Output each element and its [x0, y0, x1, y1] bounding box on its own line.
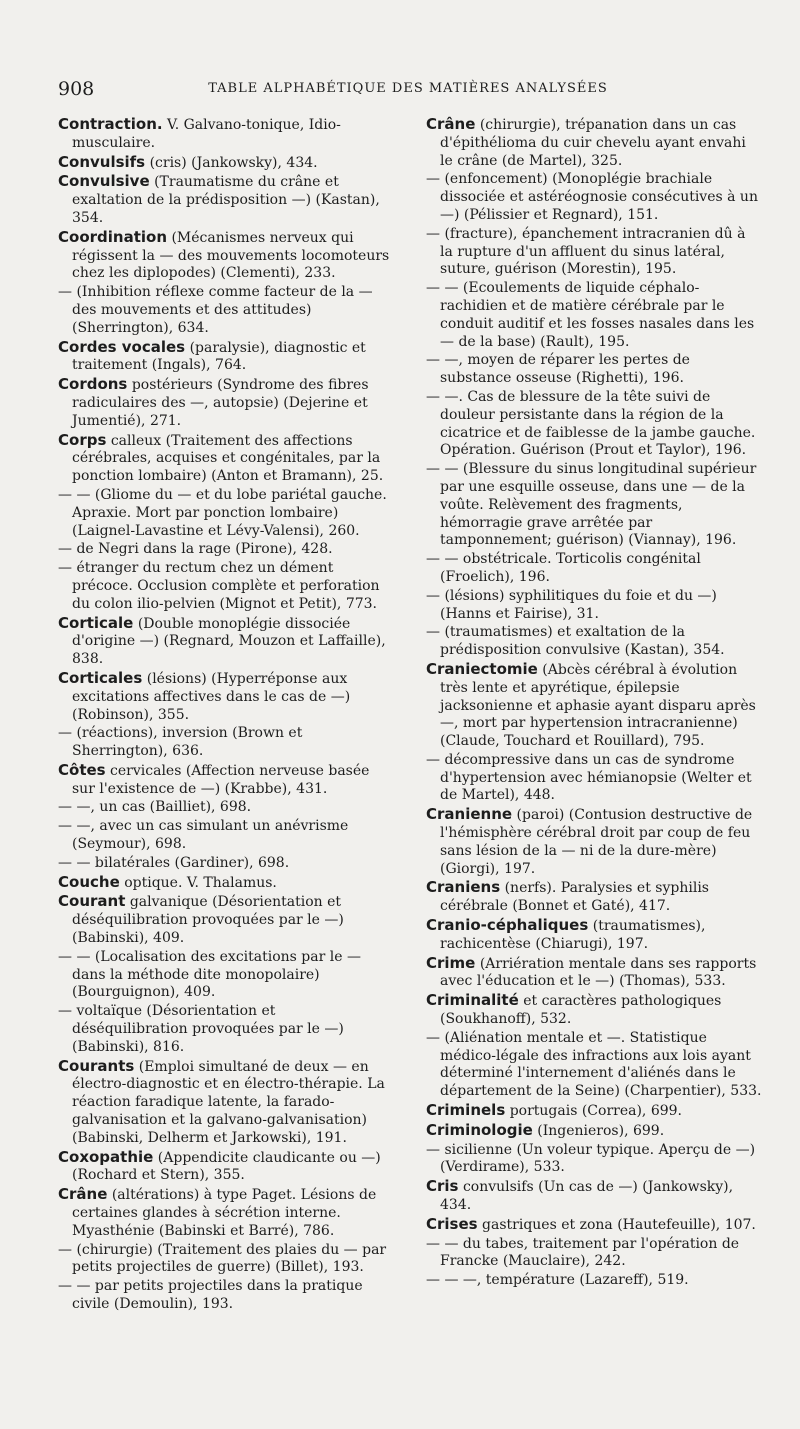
entry-text: (lésions) (Hyperréponse aux excitations affectives dans le cas de —) (Robinson), 355.	[72, 670, 351, 723]
index-entry	[426, 806, 762, 878]
entry-text: (Double monoplégie dissociée d'origine —) (Regnard, Mouzon et Laffaille), 838.	[72, 615, 386, 668]
entry-headword: Convulsive	[58, 172, 150, 191]
entry-text: galvanique (Désorientation et déséquilibration provoquées par le —) (Babinski), 409.	[72, 894, 344, 947]
index-entry	[58, 284, 393, 337]
entry-text: (Arriération mentale dans ses rapports avec l'éducation et le —) (Thomas), 533.	[440, 955, 757, 990]
left-column	[58, 116, 393, 1315]
index-entry	[58, 670, 393, 724]
entry-headword: Crime	[426, 953, 476, 972]
running-title: TABLE ALPHABÉTIQUE DES MATIÈRES ANALYSÉES	[208, 81, 608, 96]
entry-text: (Traumatisme du crâne et exaltation de la prédisposition —) (Kastan), 354.	[72, 174, 380, 226]
entry-text: — (Inhibition réflexe comme facteur de la — des mouvements et des attitudes) (Sherrington), 634.	[58, 284, 373, 336]
entry-text: V. Galvano-tonique, Idio-musculaire.	[72, 117, 341, 151]
index-entry	[58, 339, 393, 376]
index-entry	[58, 229, 393, 283]
entry-text: — étranger du rectum chez un dément précoce. Occlusion complète et perforation du colon ilio-pelvien (Mignot et Petit), 773.	[58, 560, 380, 612]
index-entry	[426, 588, 762, 624]
entry-text: — sicilienne (Un voleur typique. Aperçu de —) (Verdirame), 533.	[426, 1141, 756, 1176]
entry-headword: Corticales	[58, 668, 143, 687]
entry-text: gastriques et zona (Hautefeuille), 107.	[482, 1216, 756, 1233]
entry-headword: Coxopathie	[58, 1147, 154, 1166]
entry-text: — — —, température (Lazareff), 519.	[426, 1272, 689, 1289]
index-entry	[58, 1003, 393, 1056]
index-entry	[426, 1236, 762, 1272]
index-entry	[58, 1242, 393, 1278]
entry-text: — — (Gliome du — et du lobe pariétal gauche. Apraxie. Mort par ponction lombaire) (Laignel-Lavastine et Lévy-Valensi), 260.	[58, 486, 387, 539]
index-entry	[58, 487, 393, 540]
entry-text: (paralysie), diagnostic et traitement (Ingals), 764.	[72, 339, 366, 374]
entry-headword: Couche	[58, 872, 120, 891]
index-entry	[426, 1122, 762, 1141]
entry-text: — (enfoncement) (Monoplégie brachiale dissociée et astéréognosie consécutives à un —) (Pélissier et Regnard), 151.	[426, 171, 758, 223]
entry-text: — — du tabes, traitement par l'opération de Francke (Mauclaire), 242.	[426, 1235, 740, 1270]
entry-text: — voltaïque (Désorientation et déséquilibration provoquées par le —) (Babinski), 816.	[58, 1003, 344, 1055]
index-entry	[58, 1186, 393, 1240]
index-entry	[58, 154, 393, 173]
entry-text: (nerfs). Paralysies et syphilis cérébrale (Bonnet et Gaté), 417.	[440, 880, 709, 915]
entry-text: calleux (Traitement des affections cérébrales, acquises et congénitales, par la ponction lombaire) (Anton et Bramann), 25.	[72, 432, 384, 485]
entry-text: (Appendicite claudicante ou —) (Rochard et Stern), 355.	[72, 1149, 381, 1184]
entry-text: — — par petits projectiles dans la pratique civile (Demoulin), 193.	[58, 1278, 363, 1312]
index-entry	[426, 1272, 762, 1290]
entry-text: optique. V. Thalamus.	[124, 874, 277, 891]
entry-headword: Cordes vocales	[58, 337, 186, 356]
index-entry	[426, 624, 762, 660]
entry-text: — —, avec un cas simulant un anévrisme (Seymour), 698.	[58, 818, 349, 853]
index-entry	[58, 855, 393, 873]
entry-text: (chirurgie), trépanation dans un cas d'épithélioma du cuir chevelu ayant envahi le crâne (de Martel), 325.	[440, 117, 746, 169]
index-entry	[426, 226, 762, 279]
entry-text: portugais (Correa), 699.	[509, 1103, 683, 1120]
entry-headword: Crâne	[426, 115, 476, 133]
entry-text: — — obstétricale. Torticolis congénital (Froelich), 196.	[426, 551, 701, 585]
index-entry	[426, 389, 762, 460]
entry-text: — —, un cas (Bailliet), 698.	[58, 799, 252, 816]
entry-text: (Ingenieros), 699.	[537, 1122, 665, 1139]
entry-text: — — (Localisation des excitations par le — dans la méthode dite monopolaire) (Bourguignon), 409.	[58, 948, 361, 1001]
entry-headword: Côtes	[58, 760, 106, 779]
entry-text: — —, moyen de réparer les pertes de substance osseuse (Righetti), 196.	[426, 352, 690, 387]
entry-text: — — bilatérales (Gardiner), 698.	[58, 854, 290, 871]
index-entry	[58, 541, 393, 559]
entry-headword: Contraction.	[58, 115, 163, 133]
entry-text: — (réactions), inversion (Brown et Sherrington), 636.	[58, 725, 303, 760]
index-entry	[426, 551, 762, 587]
entry-text: — — (Ecoulements de liquide céphalo-rachidien et de matière cérébrale par le conduit auditif et les fosses nasales dans les — de la base) (Rault), 195.	[426, 280, 755, 350]
index-entry	[426, 461, 762, 550]
entry-headword: Criminalité	[426, 991, 519, 1010]
index-entry	[58, 560, 393, 613]
entry-headword: Crises	[426, 1214, 478, 1233]
entry-text: convulsifs (Un cas de —) (Jankowsky), 434.	[440, 1179, 734, 1214]
entry-text: — de Negri dans la rage (Pirone), 428.	[58, 541, 333, 558]
entry-text: — — (Blessure du sinus longitudinal supérieur par une esquille osseuse, dans une — de la voûte. Relèvement des fragments, hémorragie grave arrêtée par tamponnement; guérison) (Viannay), 196.	[426, 461, 757, 549]
entry-headword: Coordination	[58, 227, 167, 246]
entry-text: (Mécanismes nerveux qui régissent la — des mouvements locomoteurs chez les diplopodes) (Clementi), 233.	[72, 229, 390, 282]
index-entry	[426, 917, 762, 954]
entry-text: (Emploi simultané de deux — en électro-diagnostic et en électro-thérapie. La réaction faradique latente, la farado-galvanisation et la galvano-galvanisation) (Babinski, Delherm et Jarkowski), 191.	[72, 1058, 385, 1146]
entry-headword: Corps	[58, 430, 107, 449]
index-entry	[426, 1178, 762, 1215]
entry-text: postérieurs (Syndrome des fibres radiculaires des —, autopsie) (Dejerine et Jumentié), 271.	[72, 377, 369, 429]
index-entry	[426, 352, 762, 388]
entry-headword: Craniens	[426, 878, 501, 897]
index-entry	[426, 992, 762, 1029]
index-entry	[58, 762, 393, 799]
entry-text: (altérations) à type Paget. Lésions de certaines glandes à sécrétion interne. Myasthénie (Babinski et Barré), 786.	[72, 1187, 377, 1239]
entry-headword: Criminels	[426, 1101, 506, 1120]
entry-headword: Courants	[58, 1056, 135, 1075]
entry-headword: Cranio-céphaliques	[426, 916, 589, 935]
entry-text: — décompressive dans un cas de syndrome d'hypertension avec hémianopsie (Welter et de Martel), 448.	[426, 751, 752, 804]
page-header	[58, 78, 758, 100]
index-entry	[426, 171, 762, 224]
entry-headword: Cordons	[58, 375, 128, 394]
right-column	[426, 116, 762, 1291]
entry-headword: Cris	[426, 1177, 459, 1196]
index-entry	[58, 615, 393, 669]
index-entry	[58, 818, 393, 854]
index-entry	[58, 432, 393, 486]
entry-text: (cris) (Jankowsky), 434.	[149, 154, 318, 171]
index-entry	[58, 893, 393, 947]
entry-headword: Criminologie	[426, 1120, 533, 1139]
entry-text: (paroi) (Contusion destructive de l'hémisphère cérébral droit par coup de feu sans lésion de la — ni de la dure-mère) (Giorgi), 197.	[440, 807, 753, 877]
index-entry	[58, 874, 393, 893]
index-entry	[426, 1102, 762, 1121]
entry-text: — (chirurgie) (Traitement des plaies du — par petits projectiles de guerre) (Billet), 193.	[58, 1241, 387, 1276]
index-entry	[58, 799, 393, 817]
entry-text: — (lésions) syphilitiques du foie et du —) (Hanns et Fairise), 31.	[426, 587, 717, 622]
index-entry	[58, 116, 393, 153]
index-entry	[426, 879, 762, 916]
index-entry	[426, 661, 762, 751]
index-entry	[426, 752, 762, 805]
index-entry	[426, 116, 762, 170]
index-entry	[58, 949, 393, 1002]
index-entry	[426, 1216, 762, 1235]
index-entry	[58, 1058, 393, 1148]
index-entry	[426, 955, 762, 992]
entry-headword: Craniectomie	[426, 659, 538, 678]
entry-text: cervicales (Affection nerveuse basée sur l'existence de —) (Krabbe), 431.	[72, 762, 370, 797]
entry-headword: Convulsifs	[58, 152, 146, 171]
entry-headword: Corticale	[58, 613, 134, 632]
index-entry	[58, 173, 393, 227]
entry-headword: Crâne	[58, 1185, 108, 1204]
entry-text: — (traumatismes) et exaltation de la prédisposition convulsive (Kastan), 354.	[426, 624, 725, 659]
index-entry	[426, 1030, 762, 1101]
entry-text: — (fracture), épanchement intracranien dû à la rupture d'un affluent du sinus latéral, suture, guérison (Morestin), 195.	[426, 225, 746, 278]
index-entry	[426, 1142, 762, 1178]
index-entry	[58, 725, 393, 761]
entry-text: (traumatismes), rachicentèse (Chiarugi), 197.	[440, 918, 706, 952]
page-number: 908	[58, 78, 95, 100]
entry-text: — —. Cas de blessure de la tête suivi de douleur persistante dans la région de la cicatrice et de faiblesse de la jambe gauche. Opération. Guérison (Prout et Taylor), 196.	[426, 388, 756, 459]
entry-text: — (Aliénation mentale et —. Statistique médico-légale des infractions aux lois ayant déterminé l'internement d'aliénés dans le département de la Seine) (Charpentier), 533.	[426, 1029, 762, 1100]
entry-text: (Abcès cérébral à évolution très lente et apyrétique, épilepsie jacksonienne et aphasie ayant disparu après —, mort par hypertension intracranienne) (Claude, Touchard et Rouillard), 795.	[440, 661, 756, 750]
index-entry	[58, 376, 393, 430]
index-entry	[58, 1149, 393, 1186]
index-entry	[426, 280, 762, 351]
entry-headword: Courant	[58, 892, 126, 911]
entry-headword: Cranienne	[426, 805, 513, 824]
index-entry	[58, 1278, 393, 1314]
entry-text: et caractères pathologiques (Soukhanoff), 532.	[440, 993, 722, 1028]
